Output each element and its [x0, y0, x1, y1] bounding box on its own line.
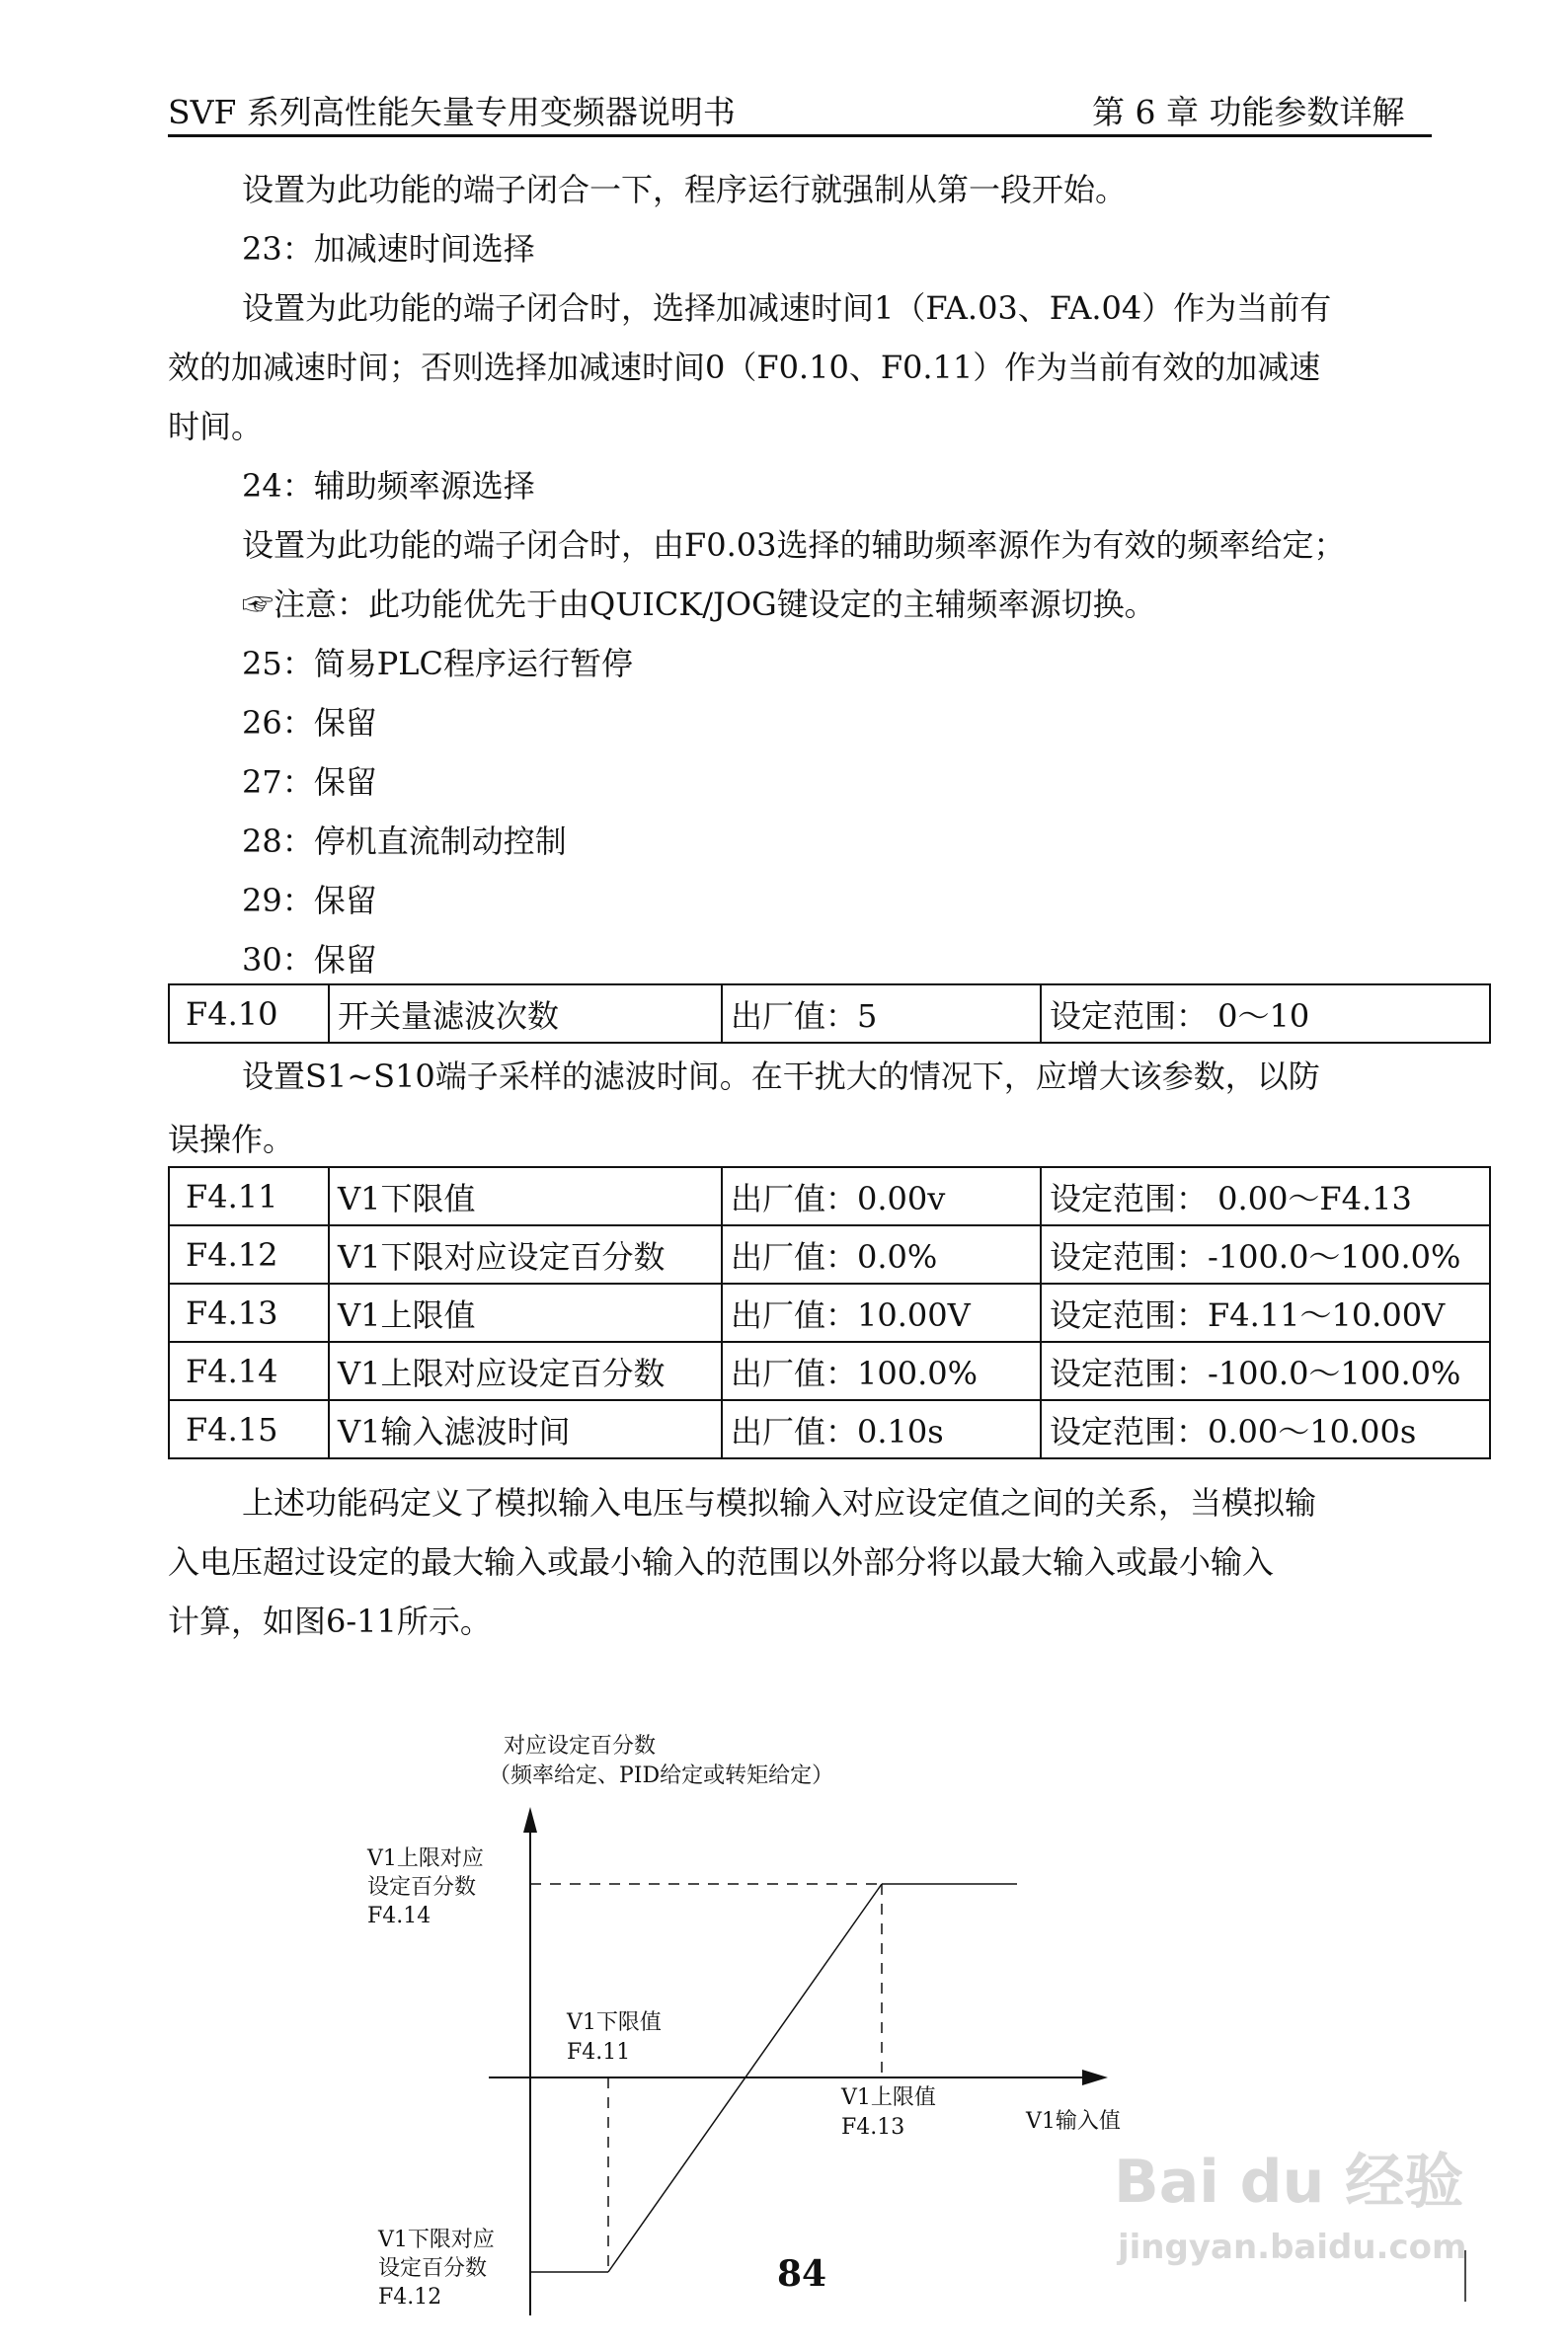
paragraph-line: 时间。: [168, 408, 264, 445]
header-title: SVF 系列高性能矢量专用变频器说明书: [168, 93, 736, 131]
paragraph-line: 设置为此功能的端子闭合一下，程序运行就强制从第一段开始。: [242, 171, 1128, 208]
paragraph-line: 效的加减速时间；否则选择加减速时间0（F0.10、F0.11）作为当前有效的加减速: [168, 349, 1321, 386]
y-axis-title: 对应设定百分数: [504, 1734, 657, 1759]
item-heading: 23：加减速时间选择: [242, 230, 535, 268]
paragraph-line: 设置为此功能的端子闭合时，选择加减速时间1（FA.03、FA.04）作为当前有: [242, 289, 1332, 327]
upper-pct-label: V1上限对应: [367, 1846, 484, 1871]
param-range: 设定范围：-100.0～100.0%: [1041, 1225, 1490, 1284]
page-number: 84: [777, 2253, 827, 2295]
param-default: 出厂值：10.00V: [722, 1284, 1041, 1342]
lower-pct-code: F4.12: [378, 2285, 442, 2310]
paragraph-line: 误操作。: [168, 1121, 295, 1158]
lower-pct-label: 设定百分数: [378, 2256, 488, 2281]
upper-pct-code: F4.14: [367, 1904, 431, 1928]
param-name: V1输入滤波时间: [329, 1400, 722, 1458]
param-default: 出厂值：0.00v: [722, 1167, 1041, 1225]
param-default: 出厂值：100.0%: [722, 1342, 1041, 1400]
x-axis-arrow-icon: [1082, 2070, 1108, 2085]
item-heading: 25：简易PLC程序运行暂停: [242, 645, 633, 682]
paragraph-line: 设置S1~S10端子采样的滤波时间。在干扰大的情况下，应增大该参数，以防: [242, 1058, 1320, 1095]
x-axis-title: V1输入值: [1026, 2109, 1121, 2134]
lower-pct-label: V1下限对应: [378, 2228, 495, 2252]
param-range: 设定范围： 0.00～F4.13: [1041, 1167, 1490, 1225]
param-code: F4.10: [169, 984, 329, 1043]
item-heading: 28：停机直流制动控制: [242, 823, 567, 860]
param-name: 开关量滤波次数: [329, 984, 722, 1043]
y-axis-subtitle: （频率给定、PID给定或转矩给定）: [489, 1763, 834, 1788]
param-range: 设定范围：0.00～10.00s: [1041, 1400, 1490, 1458]
baidu-watermark-url: jingyan.baidu.com: [1118, 2228, 1467, 2267]
param-range: 设定范围：F4.11～10.00V: [1041, 1284, 1490, 1342]
paragraph-line: 入电压超过设定的最大输入或最小输入的范围以外部分将以最大输入或最小输入: [168, 1543, 1275, 1581]
item-heading: 27：保留: [242, 763, 377, 801]
item-heading: 26：保留: [242, 704, 377, 742]
item-heading: 29：保留: [242, 882, 377, 919]
param-default: 出厂值：5: [722, 984, 1041, 1043]
param-code: F4.12: [169, 1225, 329, 1284]
baidu-watermark-logo: Bai du 经验: [1114, 2148, 1464, 2217]
upper-pct-label: 设定百分数: [367, 1875, 477, 1900]
param-code: F4.13: [169, 1284, 329, 1342]
header-chapter: 第 6 章 功能参数详解: [1092, 93, 1405, 131]
param-name: V1上限对应设定百分数: [329, 1342, 722, 1400]
lower-val-label: V1下限值: [567, 2010, 662, 2035]
param-name: V1下限对应设定百分数: [329, 1225, 722, 1284]
lower-val-code: F4.11: [567, 2040, 631, 2065]
paragraph-line: 设置为此功能的端子闭合时，由F0.03选择的辅助频率源作为有效的频率给定；: [242, 526, 1346, 564]
upper-val-label: V1上限值: [841, 2085, 936, 2110]
paragraph-line: 计算，如图6-11所示。: [168, 1603, 492, 1640]
upper-val-code: F4.13: [841, 2115, 905, 2140]
param-code: F4.15: [169, 1400, 329, 1458]
y-axis-arrow-icon: [523, 1807, 537, 1833]
item-heading: 24：辅助频率源选择: [242, 467, 535, 505]
item-heading: 30：保留: [242, 941, 377, 979]
param-range: 设定范围：-100.0～100.0%: [1041, 1342, 1490, 1400]
paragraph-line: 上述功能码定义了模拟输入电压与模拟输入对应设定值之间的关系，当模拟输: [242, 1484, 1317, 1522]
param-default: 出厂值：0.10s: [722, 1400, 1041, 1458]
param-name: V1下限值: [329, 1167, 722, 1225]
param-code: F4.11: [169, 1167, 329, 1225]
note-line: ☞注意：此功能优先于由QUICK/JOG键设定的主辅频率源切换。: [242, 586, 1156, 623]
param-code: F4.14: [169, 1342, 329, 1400]
param-default: 出厂值：0.0%: [722, 1225, 1041, 1284]
param-name: V1上限值: [329, 1284, 722, 1342]
param-range: 设定范围： 0～10: [1041, 984, 1490, 1043]
